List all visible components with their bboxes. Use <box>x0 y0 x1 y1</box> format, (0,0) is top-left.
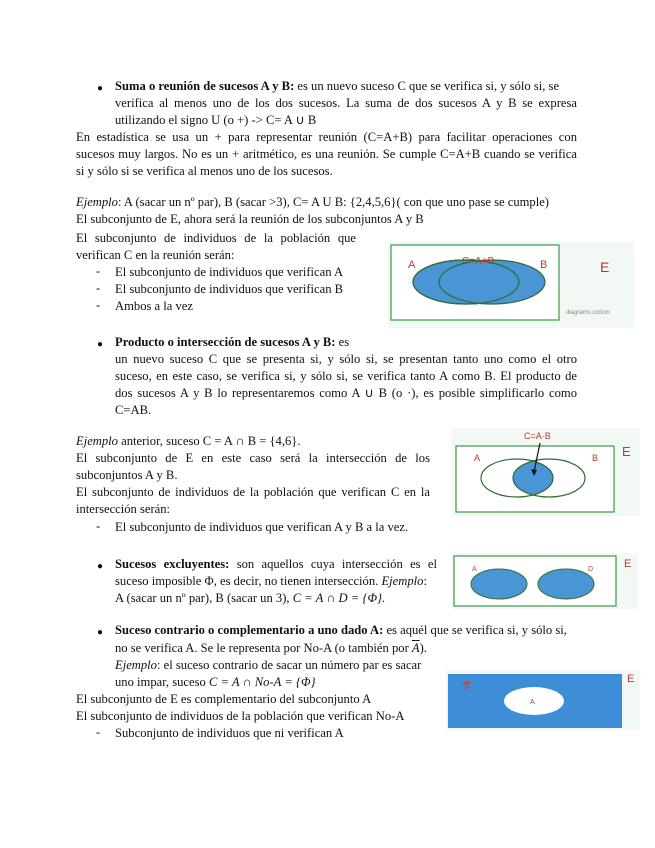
example-text: anterior, suceso C = A ∩ B = {4,6}. <box>117 434 301 448</box>
label-a: A <box>474 453 481 463</box>
complement-sub-line: El subconjunto de E es complementario del subconjunto A <box>76 692 372 706</box>
label-c: C=A+B <box>462 256 495 267</box>
exclusive-text: A (sacar un nº par), B (sacar un 3), <box>115 591 293 605</box>
union-para1: En estadística se usa un + para representar reunión (C=A+B) para facilitar operaciones con <box>76 130 577 144</box>
dash-icon: - <box>96 519 101 533</box>
exclusive-heading: Sucesos excluyentes: <box>115 557 230 571</box>
union-line1 <box>115 78 559 95</box>
set-d-ellipse <box>538 569 594 599</box>
union-subset-line: El subconjunto de E, ahora será la reunión de los subconjuntos A y B <box>76 212 424 226</box>
complement-indiv-line: El subconjunto de individuos de la población que verifican No-A <box>76 709 405 723</box>
complement-line1 <box>115 622 567 639</box>
complement-text: es aquél que se verifica si, y sólo si, <box>383 623 567 637</box>
union-indiv1: El subconjunto de individuos de la población que <box>76 231 356 245</box>
label-e: E <box>627 673 635 685</box>
intersection-line1: un nuevo suceso C que se presenta si, y sólo si, se presentan tanto uno como el otro <box>115 352 577 366</box>
intersection-line2: suceso, en este caso, se verifica si, y sólo si, se verifica tanto A como B. El producto de <box>115 369 577 383</box>
union-example <box>76 194 549 211</box>
list-item: El subconjunto de individuos que verifican A y B a la vez. <box>115 520 409 534</box>
union-para2: sucesos muy largos. No es un + aritmético, es una reunión. Se cumple C=A+B cuando se verifica <box>76 147 577 161</box>
complement-heading: Suceso contrario o complementario a uno dado A: <box>115 623 384 637</box>
label-a: A <box>408 259 416 271</box>
complement-venn-diagram <box>446 670 640 730</box>
label-a-bar: A <box>464 682 471 692</box>
list-item: El subconjunto de individuos que verifican B <box>115 282 344 296</box>
exclusive-formula: C = A ∩ D = {Φ}. <box>292 591 386 605</box>
union-line3: utilizando el signo U (o +) -> C= A ∪ B <box>115 113 317 127</box>
intersection-sub2: subconjuntos A y B. <box>76 468 178 482</box>
intersection-sub1: El subconjunto de E en este caso será la intersección de los <box>76 451 430 465</box>
bullet-icon: ● <box>97 627 104 638</box>
dash-icon: - <box>96 725 101 739</box>
complement-formula: C = A ∩ No-A = {Φ} <box>208 675 316 689</box>
complement-text: ). <box>419 641 427 655</box>
intersection-heading: Producto o intersección de sucesos A y B: <box>115 335 336 349</box>
label-b: B <box>592 453 599 463</box>
exclusive-text: suceso imposible Φ, es decir, no tienen intersección. <box>115 574 382 588</box>
label-d: D <box>588 566 594 573</box>
dash-icon: - <box>96 264 101 278</box>
intersection-example <box>76 433 300 450</box>
exclusive-venn-diagram <box>452 553 638 609</box>
exclusive-text: : <box>423 574 427 588</box>
exclusive-text: son aquellos cuya intersección es el <box>229 557 437 571</box>
intersection-line4: C=AB. <box>115 403 152 417</box>
bullet-icon: ● <box>97 339 104 350</box>
intersection-indiv1: El subconjunto de individuos de la población que verifican C en la <box>76 485 430 499</box>
example-text: : A (sacar un nº par), B (sacar >3), C= A U B: {2,4,5,6}( con que uno pase se cumple) <box>117 195 549 209</box>
complement-line3 <box>115 657 421 674</box>
bullet-icon: ● <box>97 561 104 572</box>
union-text: es un nuevo suceso C que se verifica si, y sólo si, se <box>294 79 560 93</box>
a-bar-symbol: $\overline{A}$ <box>411 641 420 655</box>
label-b: B <box>540 259 548 271</box>
union-indiv2: verifican C en la reunión serán: <box>76 248 235 262</box>
exclusive-line2 <box>115 573 427 590</box>
intersection-line0 <box>115 334 349 351</box>
complement-line2 <box>115 640 427 657</box>
union-para3: si y sólo si se verifica al menos uno de los sucesos. <box>76 164 333 178</box>
list-item: El subconjunto de individuos que verifican A <box>115 265 344 279</box>
intersection-indiv2: intersección serán: <box>76 502 171 516</box>
list-item: Ambos a la vez <box>115 299 193 313</box>
exclusive-line3 <box>115 590 385 607</box>
label-c: C=A·B <box>524 431 551 441</box>
set-a-ellipse <box>471 569 527 599</box>
dash-icon: - <box>96 281 101 295</box>
union-venn-diagram <box>388 242 634 328</box>
dash-icon: - <box>96 298 101 312</box>
example-label: Ejemplo <box>76 434 118 448</box>
exclusive-line1 <box>115 556 437 573</box>
label-e: E <box>622 444 631 459</box>
complement-text: uno impar, suceso <box>115 675 209 689</box>
label-e: E <box>600 259 610 275</box>
complement-text: no se verifica A. Se le representa por No-A (o también por <box>115 641 412 655</box>
complement-line4 <box>115 674 316 691</box>
label-a: A <box>472 566 477 573</box>
intersection-venn-diagram <box>452 428 640 516</box>
union-heading: Suma o reunión de sucesos A y B: <box>115 79 295 93</box>
label-a: A <box>530 699 535 706</box>
label-e: E <box>624 558 632 570</box>
intersection-heading-rest: es <box>335 335 350 349</box>
example-label: Ejemplo <box>381 574 424 588</box>
diagram-credit: diagrams.co/lcm <box>566 310 610 316</box>
complement-text: : el suceso contrario de sacar un número par es sacar <box>156 658 422 672</box>
example-label: Ejemplo <box>76 195 118 209</box>
bullet-icon: ● <box>97 83 104 94</box>
intersection-line3: dos sucesos A y B lo representaremos como A ∪ B (o ·), es posible simplificarlo como <box>115 386 577 400</box>
union-line2: verifica al menos uno de los dos sucesos. La suma de dos sucesos A y B se expresa <box>115 96 577 110</box>
example-label: Ejemplo <box>115 658 157 672</box>
list-item: Subconjunto de individuos que ni verifican A <box>115 726 344 740</box>
